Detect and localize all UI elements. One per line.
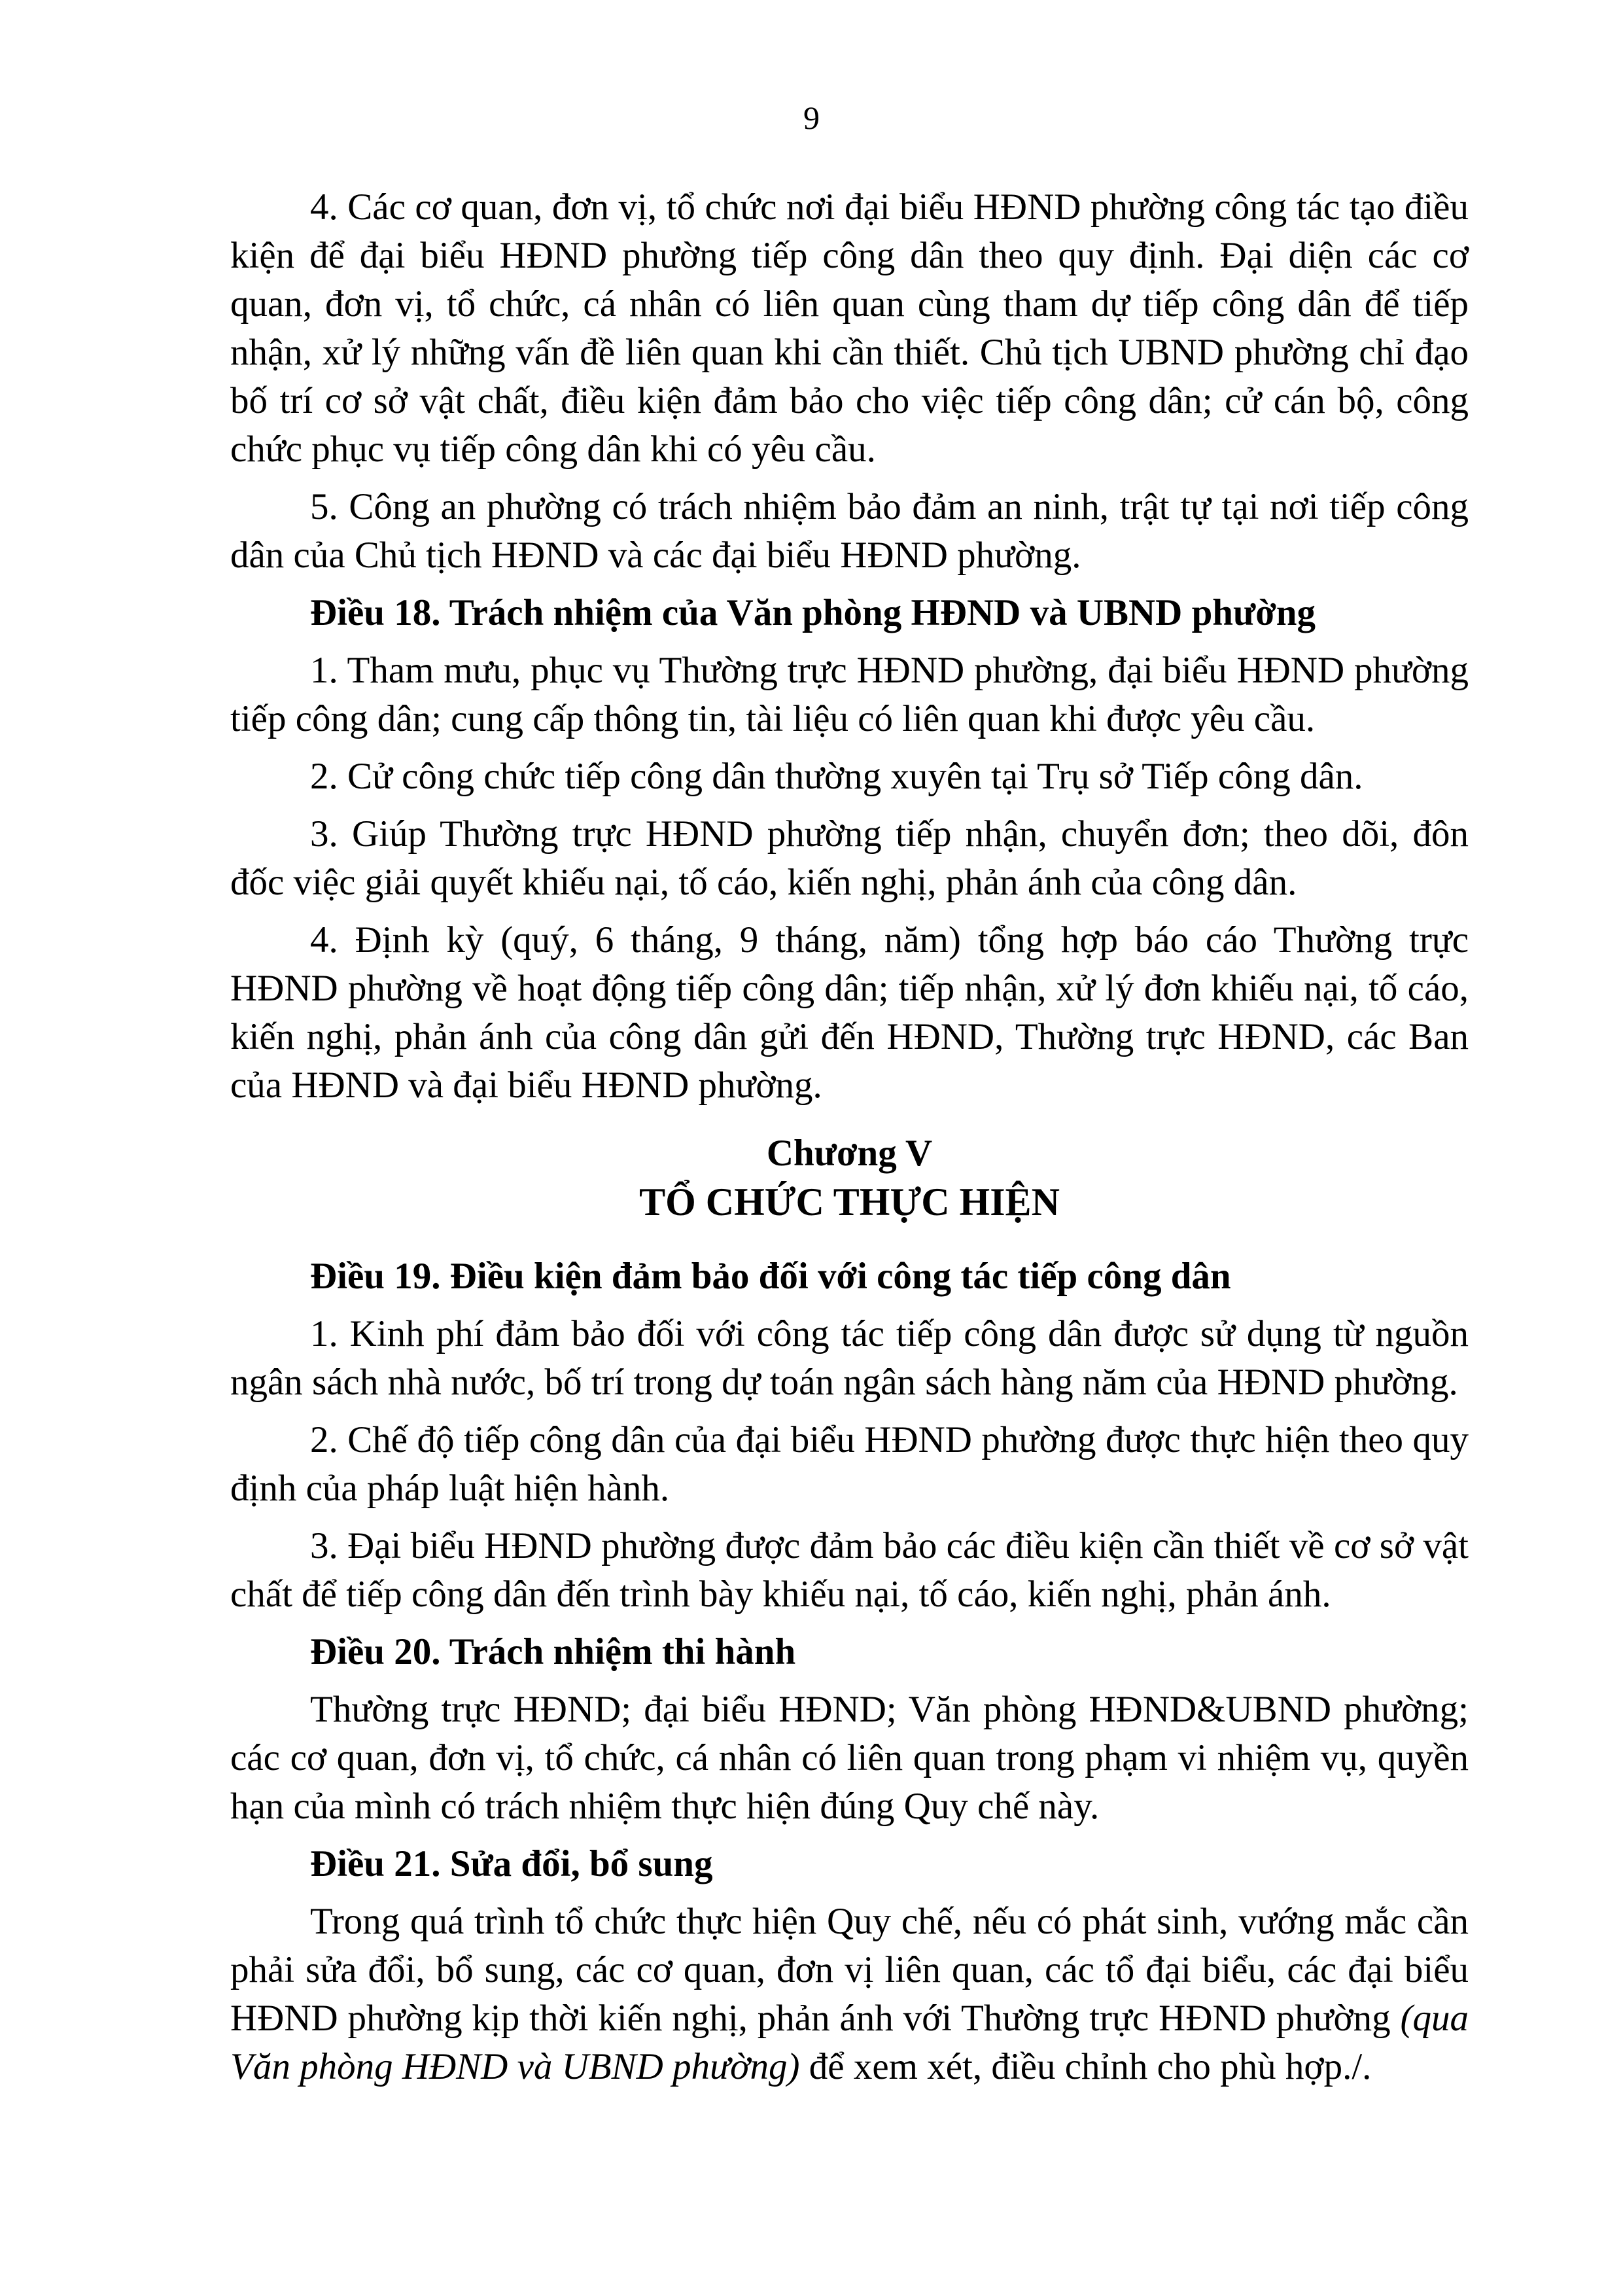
page-number: 9 xyxy=(803,99,820,136)
article-18-item-3: 3. Giúp Thường trực HĐND phường tiếp nhận, chuyển đơn; theo dõi, đôn đốc việc giải quyết khiếu nại, tố cáo, kiến nghị, phản ánh của công dân. xyxy=(230,813,1469,903)
article-18-item-4: 4. Định kỳ (quý, 6 tháng, 9 tháng, năm) tổng hợp báo cáo Thường trực HĐND phường về hoạt động tiếp công dân; tiếp nhận, xử lý đơn khiếu nại, tố cáo, kiến nghị, phản ánh của công dân gửi đến HĐND, Thường trực HĐND, các Ban của HĐND và đại biểu HĐND phường. xyxy=(230,919,1469,1106)
article-19-item-1: 1. Kinh phí đảm bảo đối với công tác tiếp công dân được sử dụng từ nguồn ngân sách nhà nước, bố trí trong dự toán ngân sách hàng năm của HĐND phường. xyxy=(230,1313,1469,1403)
paragraph-item-4: 4. Các cơ quan, đơn vị, tổ chức nơi đại biểu HĐND phường công tác tạo điều kiện để đại biểu HĐND phường tiếp công dân theo quy định. Đại diện các cơ quan, đơn vị, tổ chức, cá nhân có liên quan cùng tham dự tiếp công dân để tiếp nhận, xử lý những vấn đề liên quan khi cần thiết. Chủ tịch UBND phường chỉ đạo bố trí cơ sở vật chất, điều kiện đảm bảo cho việc tiếp công dân; cử cán bộ, công chức phục vụ tiếp công dân khi có yêu cầu. xyxy=(230,186,1469,470)
article-21-text-after: để xem xét, điều chỉnh cho phù hợp./. xyxy=(799,2046,1372,2087)
article-21-heading: Điều 21. Sửa đổi, bổ sung xyxy=(310,1843,713,1884)
article-19-item-3: 3. Đại biểu HĐND phường được đảm bảo các điều kiện cần thiết về cơ sở vật chất để tiếp công dân đến trình bày khiếu nại, tố cáo, kiến nghị, phản ánh. xyxy=(230,1525,1469,1615)
article-18-heading: Điều 18. Trách nhiệm của Văn phòng HĐND và UBND phường xyxy=(310,592,1316,633)
chapter-title: TỔ CHỨC THỰC HIỆN xyxy=(639,1180,1060,1224)
document-body xyxy=(230,183,1469,2100)
article-21-text xyxy=(230,1898,1469,2091)
article-20-text: Thường trực HĐND; đại biểu HĐND; Văn phòng HĐND&UBND phường; các cơ quan, đơn vị, tổ chức, cá nhân có liên quan trong phạm vi nhiệm vụ, quyền hạn của mình có trách nhiệm thực hiện đúng Quy chế này. xyxy=(230,1689,1469,1827)
article-21-text-before: Trong quá trình tổ chức thực hiện Quy chế, nếu có phát sinh, vướng mắc cần phải sửa đổi, bổ sung, các cơ quan, đơn vị liên quan, các tổ đại biểu, các đại biểu HĐND phường kịp thời kiến nghị, phản ánh với Thường trực HĐND phường xyxy=(230,1901,1469,2039)
article-21-text-italic: (qua Văn phòng HĐND và UBND phường) xyxy=(230,1998,1469,2087)
article-18-item-1: 1. Tham mưu, phục vụ Thường trực HĐND phường, đại biểu HĐND phường tiếp công dân; cung cấp thông tin, tài liệu có liên quan khi được yêu cầu. xyxy=(230,650,1469,739)
article-19-item-2: 2. Chế độ tiếp công dân của đại biểu HĐND phường được thực hiện theo quy định của pháp luật hiện hành. xyxy=(230,1419,1469,1509)
article-20-heading: Điều 20. Trách nhiệm thi hành xyxy=(310,1631,796,1672)
paragraph-item-5: 5. Công an phường có trách nhiệm bảo đảm an ninh, trật tự tại nơi tiếp công dân của Chủ tịch HĐND và các đại biểu HĐND phường. xyxy=(230,486,1469,576)
article-18-item-2: 2. Cử công chức tiếp công dân thường xuyên tại Trụ sở Tiếp công dân. xyxy=(310,756,1363,797)
article-19-heading: Điều 19. Điều kiện đảm bảo đối với công tác tiếp công dân xyxy=(310,1256,1231,1297)
chapter-label: Chương V xyxy=(766,1133,933,1174)
